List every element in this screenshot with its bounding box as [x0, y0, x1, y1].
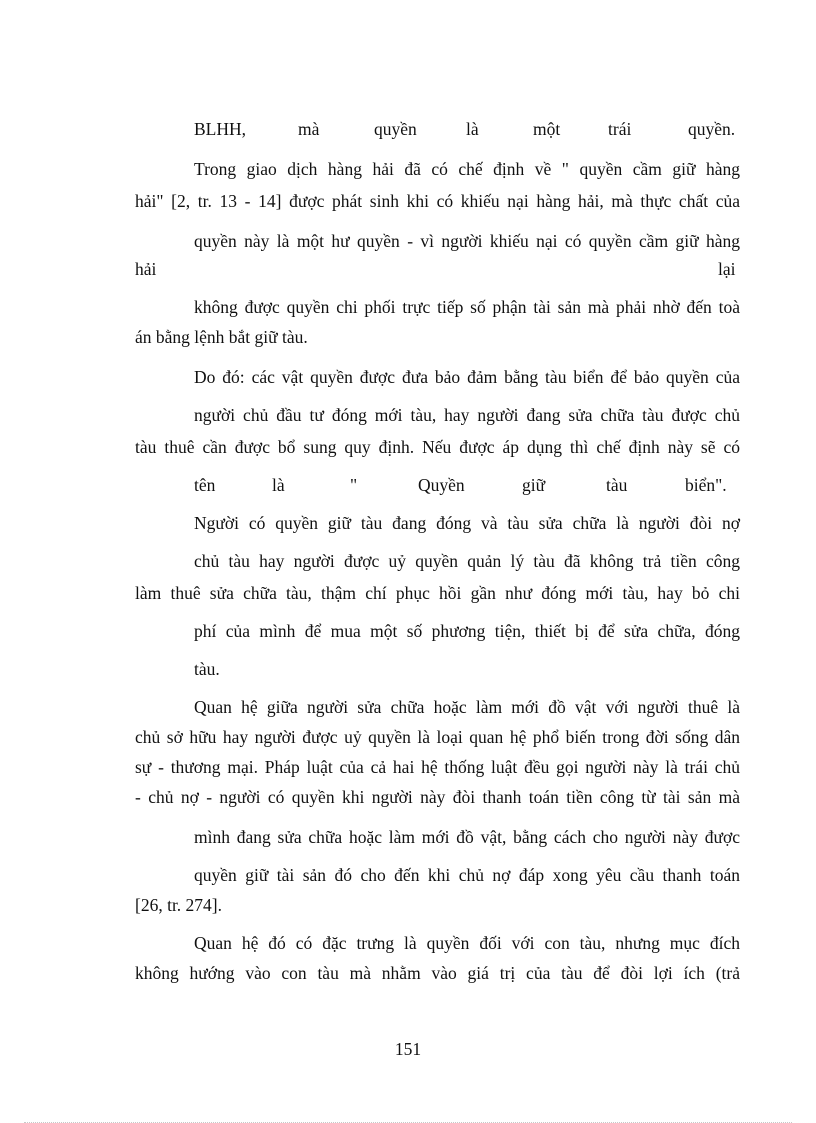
- word: giữ: [522, 475, 546, 495]
- text-line-23: [26, tr. 274].: [135, 895, 223, 915]
- text-line-12: Người có quyền giữ tàu đang đóng và tàu sửa chữa là người đòi nợ: [194, 513, 740, 533]
- text-line-21: mình đang sửa chữa hoặc làm mới đồ vật, bằng cách cho người này được: [194, 827, 740, 847]
- word: quyền.: [688, 119, 736, 139]
- word: mà: [298, 119, 320, 139]
- word: Quyền: [418, 475, 465, 495]
- word: lại: [718, 259, 736, 279]
- text-line-10: tàu thuê cần được bổ sung quy định. Nếu được áp dụng thì chế định này sẽ có: [135, 437, 740, 457]
- text-line-7: án bằng lệnh bắt giữ tàu.: [135, 327, 308, 347]
- text-line-25: không hướng vào con tàu mà nhằm vào giá trị của tàu để đòi lợi ích (trả: [135, 963, 740, 983]
- word: quyền: [374, 119, 417, 139]
- text-line-13: chủ tàu hay người được uỷ quyền quản lý tàu đã không trả tiền công: [194, 551, 740, 571]
- word: tên: [194, 475, 216, 495]
- text-line-19: sự - thương mại. Pháp luật của cả hai hệ thống luật đều gọi người này là trái chủ: [135, 757, 740, 777]
- text-line-9: người chủ đầu tư đóng mới tàu, hay người đang sửa chữa tàu được chủ: [194, 405, 740, 425]
- word: một: [533, 119, 561, 139]
- word: BLHH,: [194, 119, 247, 139]
- text-line-14: làm thuê sửa chữa tàu, thậm chí phục hồi gần như đóng mới tàu, hay bỏ chi: [135, 583, 740, 603]
- text-line-6: không được quyền chi phối trực tiếp số phận tài sản mà phải nhờ đến toà: [194, 297, 740, 317]
- word: tàu: [606, 475, 628, 495]
- text-line-11: [0, 470, 816, 500]
- word: là: [466, 119, 479, 139]
- word: hải: [135, 259, 157, 279]
- text-line-16: tàu.: [194, 659, 220, 679]
- text-line-1: [0, 114, 816, 144]
- text-line-20: - chủ nợ - người có quyền khi người này đòi thanh toán tiền công từ tài sản mà: [135, 787, 740, 807]
- text-line-24: Quan hệ đó có đặc trưng là quyền đối với con tàu, nhưng mục đích: [194, 933, 740, 953]
- text-line-18: chủ sở hữu hay người được uỷ quyền là loại quan hệ phổ biến trong đời sống dân: [135, 727, 740, 747]
- text-line-5: [0, 254, 816, 284]
- text-line-8: Do đó: các vật quyền được đưa bảo đảm bằng tàu biển để bảo quyền của: [194, 367, 740, 387]
- text-line-4: quyền này là một hư quyền - vì người khiếu nại có quyền cầm giữ hàng: [194, 231, 740, 251]
- text-line-15: phí của mình để mua một số phương tiện, thiết bị để sửa chữa, đóng: [194, 621, 740, 641]
- word: biển".: [685, 475, 727, 495]
- word: là: [272, 475, 285, 495]
- text-line-2: Trong giao dịch hàng hải đã có chế định về " quyền cầm giữ hàng: [194, 159, 740, 179]
- text-line-22: quyền giữ tài sản đó cho đến khi chủ nợ đáp xong yêu cầu thanh toán: [194, 865, 740, 885]
- text-line-3: hải" [2, tr. 13 - 14] được phát sinh khi có khiếu nại hàng hải, mà thực chất của: [135, 191, 740, 211]
- word: trái: [608, 119, 632, 139]
- text-line-17: Quan hệ giữa người sửa chữa hoặc làm mới đồ vật với người thuê là: [194, 697, 740, 717]
- word: ": [350, 475, 358, 495]
- page-number: 151: [394, 1039, 422, 1059]
